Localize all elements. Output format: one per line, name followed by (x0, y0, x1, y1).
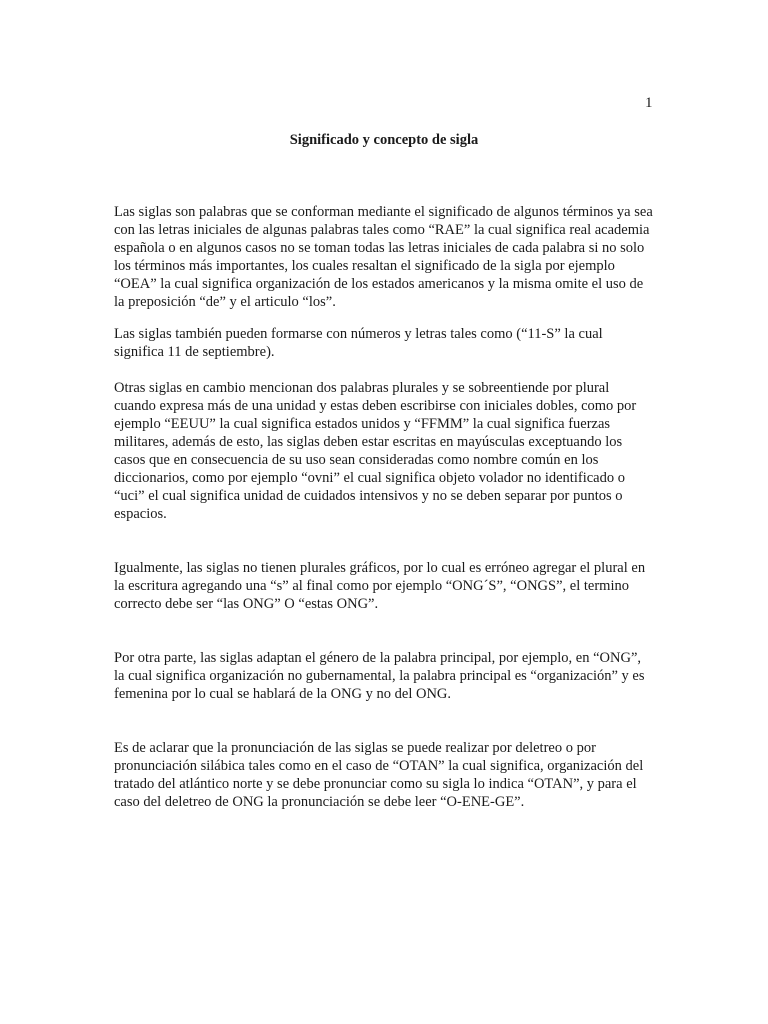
paragraph-no-graphic-plurals: Igualmente, las siglas no tienen plurales gráficos, por lo cual es erróneo agregar el plural en la escritura agregando una “s” al final como por ejemplo “ONG´S”, “ONGS”, el termino correcto debe ser “las ONG” O “estas ONG”. (114, 560, 646, 612)
document-title: Significado y concepto de sigla (289, 132, 479, 148)
page-number: 1 (645, 95, 653, 111)
paragraph-definition: Las siglas son palabras que se conforman mediante el significado de algunos términos ya sea con las letras iniciales de algunas palabras tales como “RAE” la cual significa real academia española o en algunos casos no se toman todas las letras iniciales de cada palabra si no solo los términos más importantes, los cuales resaltan el significado de la sigla por ejemplo “OEA” la cual significa organización de los estados americanos y la misma omite el uso de la preposición “de” y el articulo “los”. (114, 204, 653, 310)
paragraph-numbers-letters: Las siglas también pueden formarse con números y letras tales como (“11-S” la cual significa 11 de septiembre). (114, 326, 603, 360)
paragraph-plural-words: Otras siglas en cambio mencionan dos palabras plurales y se sobreentiende por plural cuando expresa más de una unidad y estas deben escribirse con iniciales dobles, como por ejemplo “EEUU” la cual significa estados unidos y “FFMM” la cual significa fuerzas militares, además de esto, las siglas deben estar escritas en mayúsculas exceptuando los casos que en consecuencia de su uso sean consideradas como nombre común en los diccionarios, como por ejemplo “ovni” el cual significa objeto volador no identificado o “uci” el cual significa unidad de cuidados intensivos y no se deben separar por puntos o espacios. (114, 380, 637, 522)
paragraph-gender: Por otra parte, las siglas adaptan el género de la palabra principal, por ejemplo, en “ONG”, la cual significa organización no gubernamental, la palabra principal es “organización” y es femenina por lo cual se hablará de la ONG y no del ONG. (114, 650, 645, 702)
paragraph-pronunciation: Es de aclarar que la pronunciación de las siglas se puede realizar por deletreo o por pronunciación silábica tales como en el caso de “OTAN” la cual significa, organización del tratado del atlántico norte y se debe pronunciar como su sigla lo indica “OTAN”, y para el caso del deletreo de ONG la pronunciación se debe leer “O-ENE-GE”. (114, 740, 644, 810)
